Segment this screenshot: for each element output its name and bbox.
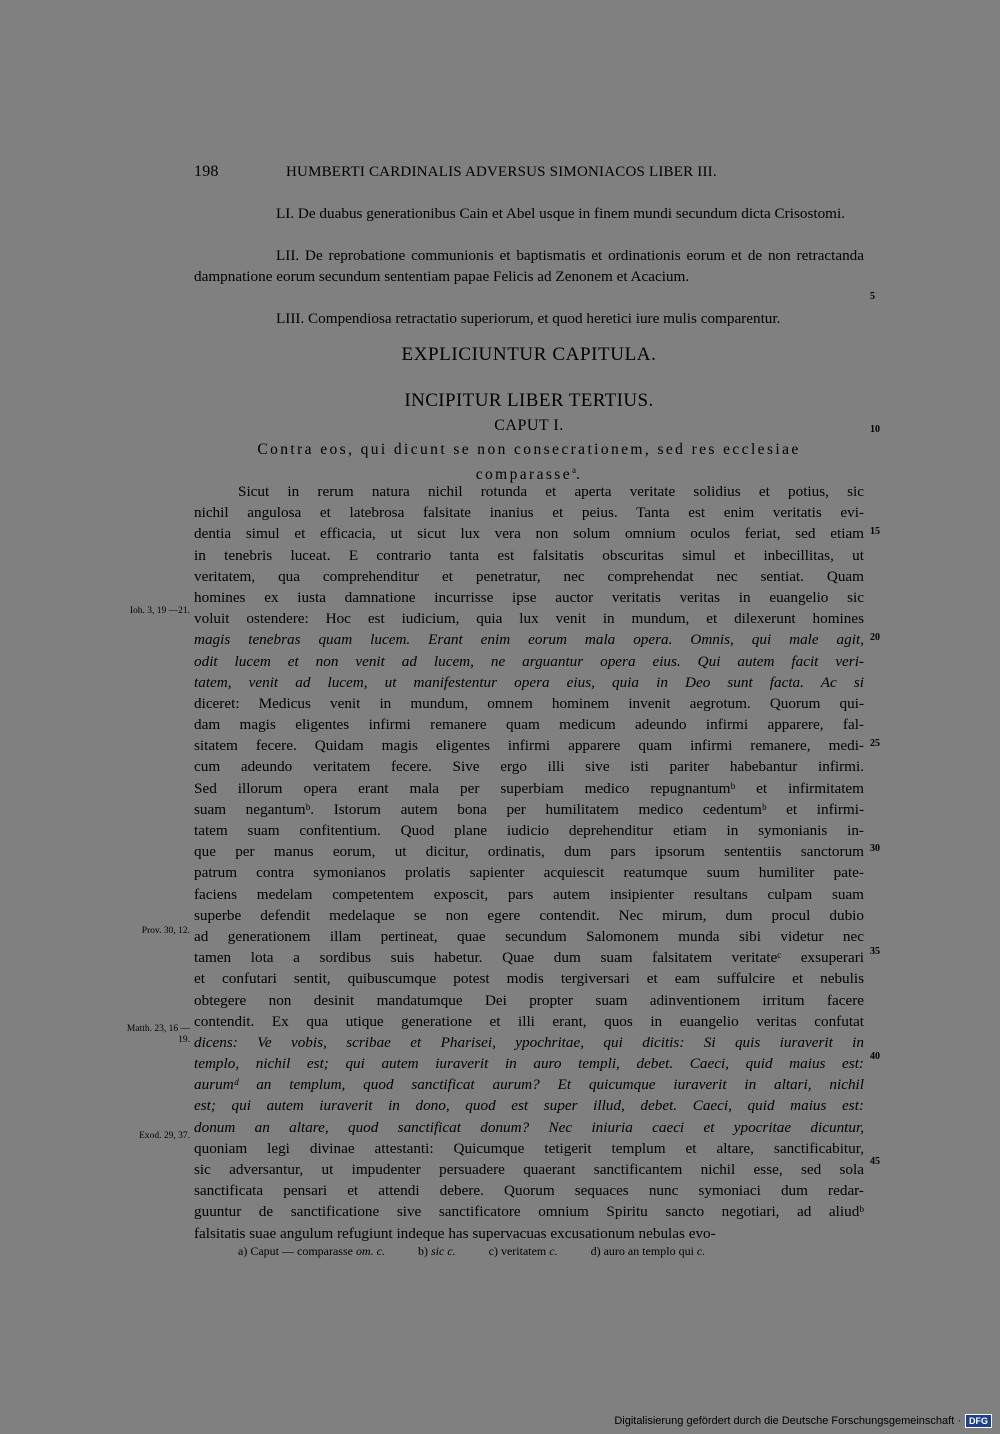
digitization-credit <box>614 1414 992 1428</box>
line-number: 25 <box>870 738 880 749</box>
line-number: 5 <box>870 291 875 302</box>
margin-reference: Matth. 23, 16 —19. <box>126 1024 190 1045</box>
margin-reference: Ioh. 3, 19 —21. <box>129 606 190 616</box>
margin-reference: Exod. 29, 37. <box>139 1131 190 1141</box>
body-line: suam negantumᵇ. Istorum autem bona per humilitatem medico cedentumᵇ et infirmi- <box>194 800 864 818</box>
body-line: obtegere non desinit mandatumque Dei propter suam adinventionem irritum facere <box>194 991 864 1009</box>
body-line: sanctificata pensari et attendi debere. Quorum sequaces nunc symoniaci dum redar- <box>194 1182 864 1200</box>
body-line: sitatem fecere. Quidam magis eligentes infirmi apparere quam infirmi remanere, medi- <box>194 737 864 755</box>
footnote-b-note: sic c. <box>430 1244 456 1258</box>
running-header <box>194 163 764 187</box>
body-line: odit lucem et non venit ad lucem, ne arguantur opera eius. Qui autem facit veri- <box>194 652 864 670</box>
toc-entry-53 <box>194 308 864 329</box>
line-number: 10 <box>870 424 880 435</box>
body-line: quoniam legi divinae attestanti: Quicumque tetigerit templum et altare, sanctificabitur, <box>194 1139 864 1157</box>
body-line: Sed illorum opera erant mala per superbiam medico repugnantumᵇ et infirmitatem <box>194 779 864 797</box>
running-title: HUMBERTI CARDINALIS ADVERSUS SIMONIACOS LIBER III. <box>286 164 717 180</box>
body-line: voluit ostendere: Hoc est iudicium, quia lux venit in mundum, et dilexerunt homines <box>194 610 864 628</box>
explicit-heading: EXPLICIUNTUR CAPITULA. <box>401 344 657 365</box>
credit-text: Digitalisierung gefördert durch die Deutsche Forschungsgemeinschaft · <box>614 1415 961 1427</box>
line-number: 35 <box>870 946 880 957</box>
body-line: ad generationem illam pertineat, quae secundum Salomonem munda sibi videtur nec <box>194 927 864 945</box>
body-line: cum adeundo veritatem fecere. Sive ergo illi sive isti pariter habebantur infirmi. <box>194 758 864 776</box>
footnote-c <box>489 1244 558 1258</box>
footnote-a-text: a) Caput — comparasse <box>238 1244 353 1258</box>
body-line: templo, nichil est; qui autem iuraverit in auro templi, debet. Caeci, quid maius est: <box>194 1055 864 1073</box>
body-line: patrum contra symonianos prolatis sapienter acquiescit reatumque suum humiliter pate- <box>194 864 864 882</box>
body-line: sic adversantur, ut impudenter persuadere quaerant sanctificantem nichil esse, sed sola <box>194 1161 864 1178</box>
body-line: guuntur de sanctificatione sive sanctificatore omnium Spiritu sancto negotiari, ad aliudᵇ <box>194 1203 864 1221</box>
body-line: nichil angulosa et latebrosa falsitate inanius et peius. Tanta est enim veritatis evi- <box>194 504 864 522</box>
body-line: Sicut in rerum natura nichil rotunda et aperta veritate solidius et potius, sic <box>238 483 864 500</box>
chapter-subtitle <box>194 440 864 485</box>
subtitle-line-2: comparasse$^a$. <box>475 465 583 484</box>
footnote-b-text: b) <box>417 1244 431 1258</box>
page-number: 198 <box>194 163 219 180</box>
subtitle-line-1: Contra eos, qui dicunt se non consecrationem, sed res ecclesiae <box>257 441 801 458</box>
footnote-b <box>418 1244 456 1258</box>
footnote-c-note: c. <box>549 1244 558 1258</box>
line-number: 20 <box>870 632 880 643</box>
footnote-d <box>591 1244 706 1258</box>
body-line: dicens: Ve vobis, scribae et Pharisei, ypochritae, qui dicitis: Si quis iuraverit in <box>194 1033 864 1051</box>
body-line: in tenebris luceat. E contrario tanta est falsitatis obscuritas simul et inbecillitas, ut <box>194 546 864 564</box>
body-line: contendit. Ex qua utique generatione et illi erant, quos in euangelio veritas confutat <box>194 1012 864 1030</box>
toc-entry-52 <box>194 245 864 287</box>
body-line: veritatem, qua comprehenditur et penetratur, nec comprehendat nec sentiat. Quam <box>194 567 864 585</box>
line-number: 45 <box>870 1156 880 1167</box>
body-line: dam magis eligentes infirmi remanere quam medicum adeundo infirmi apparere, fal- <box>194 716 864 734</box>
body-line: et confutari sentit, quibuscumque potest modis tergiversari et eam suffulcire et nebulis <box>194 970 864 988</box>
body-line: tatem suam confitentium. Quod plane iudicio deprehenditur etiam in symonianis in- <box>194 822 864 839</box>
chapter-heading: CAPUT I. <box>494 417 564 434</box>
subtitle-text: comparasse <box>475 466 573 484</box>
body-line: tatem, venit ad lucem, ut manifestentur opera eius, quia in Deo sunt facta. Ac si <box>194 673 864 691</box>
body-line: est; qui autem iuraverit in dono, quod est super illud, debet. Caeci, quid maius est: <box>194 1097 864 1115</box>
body-line: faciens medelam competentem exposcit, pars autem insipienter resultans culpam suam <box>194 885 864 903</box>
body-line: falsitatis suae angulum refugiunt indeque has supervacuas excusationum nebulas evo- <box>194 1224 716 1242</box>
toc-entry-text: LIII. Compendiosa retractatio superiorum, et quod heretici iure mulis comparentur. <box>276 310 781 327</box>
toc-entry-text: LI. De duabus generationibus Cain et Abel usque in finem mundi secundum dicta Crisostomi. <box>276 205 846 222</box>
footnote-d-note: c. <box>696 1244 706 1258</box>
body-line: homines ex iusta damnatione incurrisse ipse auctor veritatis veritas in euangelio sic <box>194 588 864 606</box>
footnote-a <box>238 1244 385 1258</box>
toc-entry-51 <box>194 203 864 224</box>
line-number: 40 <box>870 1051 880 1062</box>
body-line: magis tenebras quam lucem. Erant enim eorum mala opera. Omnis, qui male agit, <box>194 631 864 649</box>
dfg-logo: DFG <box>965 1414 992 1428</box>
body-line: diceret: Medicus venit in mundum, omnem hominem invenit aegrotum. Quorum qui- <box>194 694 864 712</box>
footnotes <box>238 1244 858 1259</box>
body-line: donum an altare, quod sanctificat donum? Nec iniuria caeci et ypocritae dicuntur, <box>194 1118 864 1136</box>
book-heading: INCIPITUR LIBER TERTIUS. <box>404 390 654 411</box>
footnote-d-text: d) auro an templo qui <box>590 1244 694 1258</box>
footnote-c-text: c) veritatem <box>488 1244 547 1258</box>
chapter-body-text <box>194 481 864 1244</box>
footnote-a-note: om. c. <box>355 1244 385 1258</box>
body-line: tamen lota a sordibus suis habetur. Quae dum suam falsitatem veritateᶜ exsuperari <box>194 949 864 967</box>
body-line: dentia simul et efficacia, ut sicut lux vera non solum omnium oculos feriat, sed etiam <box>194 525 864 543</box>
margin-reference: Prov. 30, 12. <box>141 926 190 936</box>
line-number: 30 <box>870 843 880 854</box>
toc-entry-text: LII. De reprobatione communionis et baptismatis et ordinationis eorum et de non retractanda dampnatione eorum secundum sententiam papae Felicis ad Zenonem et Acacium. <box>194 247 864 285</box>
footnote-marker: a <box>572 465 577 475</box>
body-line: aurumᵈ an templum, quod sanctificat aurum? Et quicumque iuraverit in altari, nichil <box>194 1076 864 1094</box>
body-line: que per manus eorum, ut dicitur, ordinatis, dum pars ipsorum sententiis sanctorum <box>194 843 864 861</box>
body-line: superbe defendit medelaque se non egere contendit. Nec mirum, dum procul dubio <box>194 906 864 924</box>
line-number: 15 <box>870 526 880 537</box>
